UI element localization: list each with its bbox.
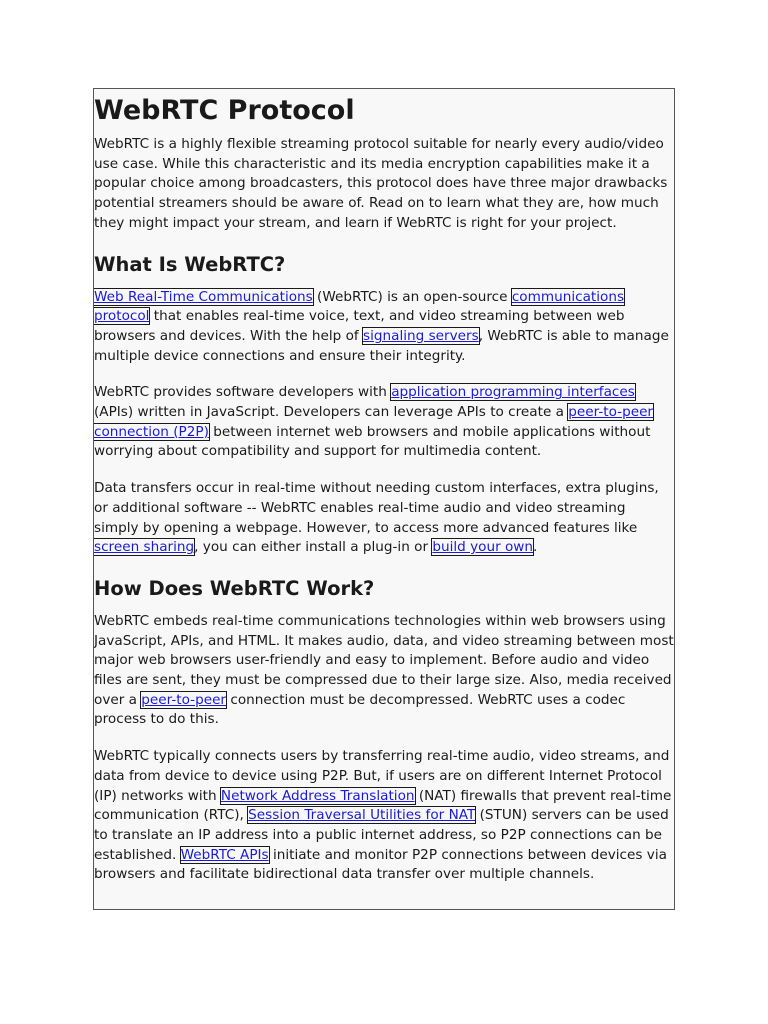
text-segment: WebRTC typically connects users by transferring real-time audio, video streams, and data from device to device using P2P. But, if users are on different Internet Protocol (IP) networks with xyxy=(94,748,670,804)
article-container xyxy=(93,88,675,910)
paragraph-webrtc-embeds xyxy=(94,612,674,730)
text-segment: Data transfers occur in real-time without needing custom interfaces, extra plugins, or additional software -- WebRTC enables real-time audio and video streaming simply by opening a webpage. However, to access more advanced features like xyxy=(94,480,659,536)
text-segment: (APIs) written in JavaScript. Developers can leverage APIs to create a xyxy=(94,404,569,421)
link-build-your-own[interactable]: build your own xyxy=(432,539,534,556)
text-segment: (STUN) servers can be used to translate an IP address into a public internet address, so P2P connections can be established. xyxy=(94,807,669,863)
text-segment: WebRTC embeds real-time communications technologies within web browsers using JavaScript, APIs, and HTML. It makes audio, data, and video streaming between most major web browsers user-friendly and easy to implement. Before audio and video files are sent, they must be compressed due to their large size. Also, media received over a xyxy=(94,612,674,708)
link-peer-to-peer[interactable]: peer-to-peer xyxy=(141,691,227,708)
link-web-real-time-communications[interactable]: Web Real-Time Communications xyxy=(94,288,313,305)
text-segment: (NAT) firewalls that prevent real-time communication (RTC), xyxy=(94,787,672,824)
text-segment: connection must be decompressed. WebRTC uses a codec process to do this. xyxy=(94,691,626,728)
section-heading-how-does-webrtc-work: How Does WebRTC Work? xyxy=(94,576,375,600)
text-segment: that enables real-time voice, text, and video streaming between web browsers and devices. With the help of xyxy=(94,308,625,344)
text-segment: , you can either install a plug-in or xyxy=(194,539,433,556)
text-segment: between internet web browsers and mobile applications without worrying about compatibility and support for multimedia content. xyxy=(94,423,651,460)
link-session-traversal-utilities[interactable]: Session Traversal Utilities for NAT xyxy=(248,807,476,824)
paragraph-webrtc-definition xyxy=(94,288,674,367)
paragraph-webrtc-connects xyxy=(94,747,674,885)
text-segment: WebRTC provides software developers with xyxy=(94,384,392,401)
intro-paragraph: WebRTC is a highly flexible streaming protocol suitable for nearly every audio/video use case. While this characteristic and its media encryption capabilities make it a popular choice among broadcasters, this protocol does have three major drawbacks potential streamers should be aware of. Read on to learn what they are, how much they might impact your stream, and learn if WebRTC is right for your project. xyxy=(94,136,668,231)
link-network-address-translation[interactable]: Network Address Translation xyxy=(220,787,415,804)
text-segment: . xyxy=(533,539,538,556)
section-heading-what-is-webrtc: What Is WebRTC? xyxy=(94,252,286,276)
link-webrtc-apis[interactable]: WebRTC APIs xyxy=(180,846,269,863)
link-signaling-servers[interactable]: signaling servers xyxy=(363,327,479,344)
text-segment: initiate and monitor P2P connections between devices via browsers and facilitate bidirectional data transfer over multiple channels. xyxy=(94,846,667,883)
paragraph-data-transfers xyxy=(94,479,674,558)
text-segment: , WebRTC is able to manage multiple device connections and ensure their integrity. xyxy=(94,327,669,364)
link-application-programming-interfaces[interactable]: application programming interfaces xyxy=(391,384,635,401)
paragraph-webrtc-apis xyxy=(94,383,674,462)
text-segment: (WebRTC) is an open-source xyxy=(312,288,512,305)
link-communications-protocol[interactable]: communications protocol xyxy=(94,288,625,325)
page-title: WebRTC Protocol xyxy=(94,95,355,126)
link-screen-sharing[interactable]: screen sharing xyxy=(94,539,195,556)
link-peer-to-peer-connection[interactable]: peer-to-peer connection (P2P) xyxy=(94,404,654,440)
